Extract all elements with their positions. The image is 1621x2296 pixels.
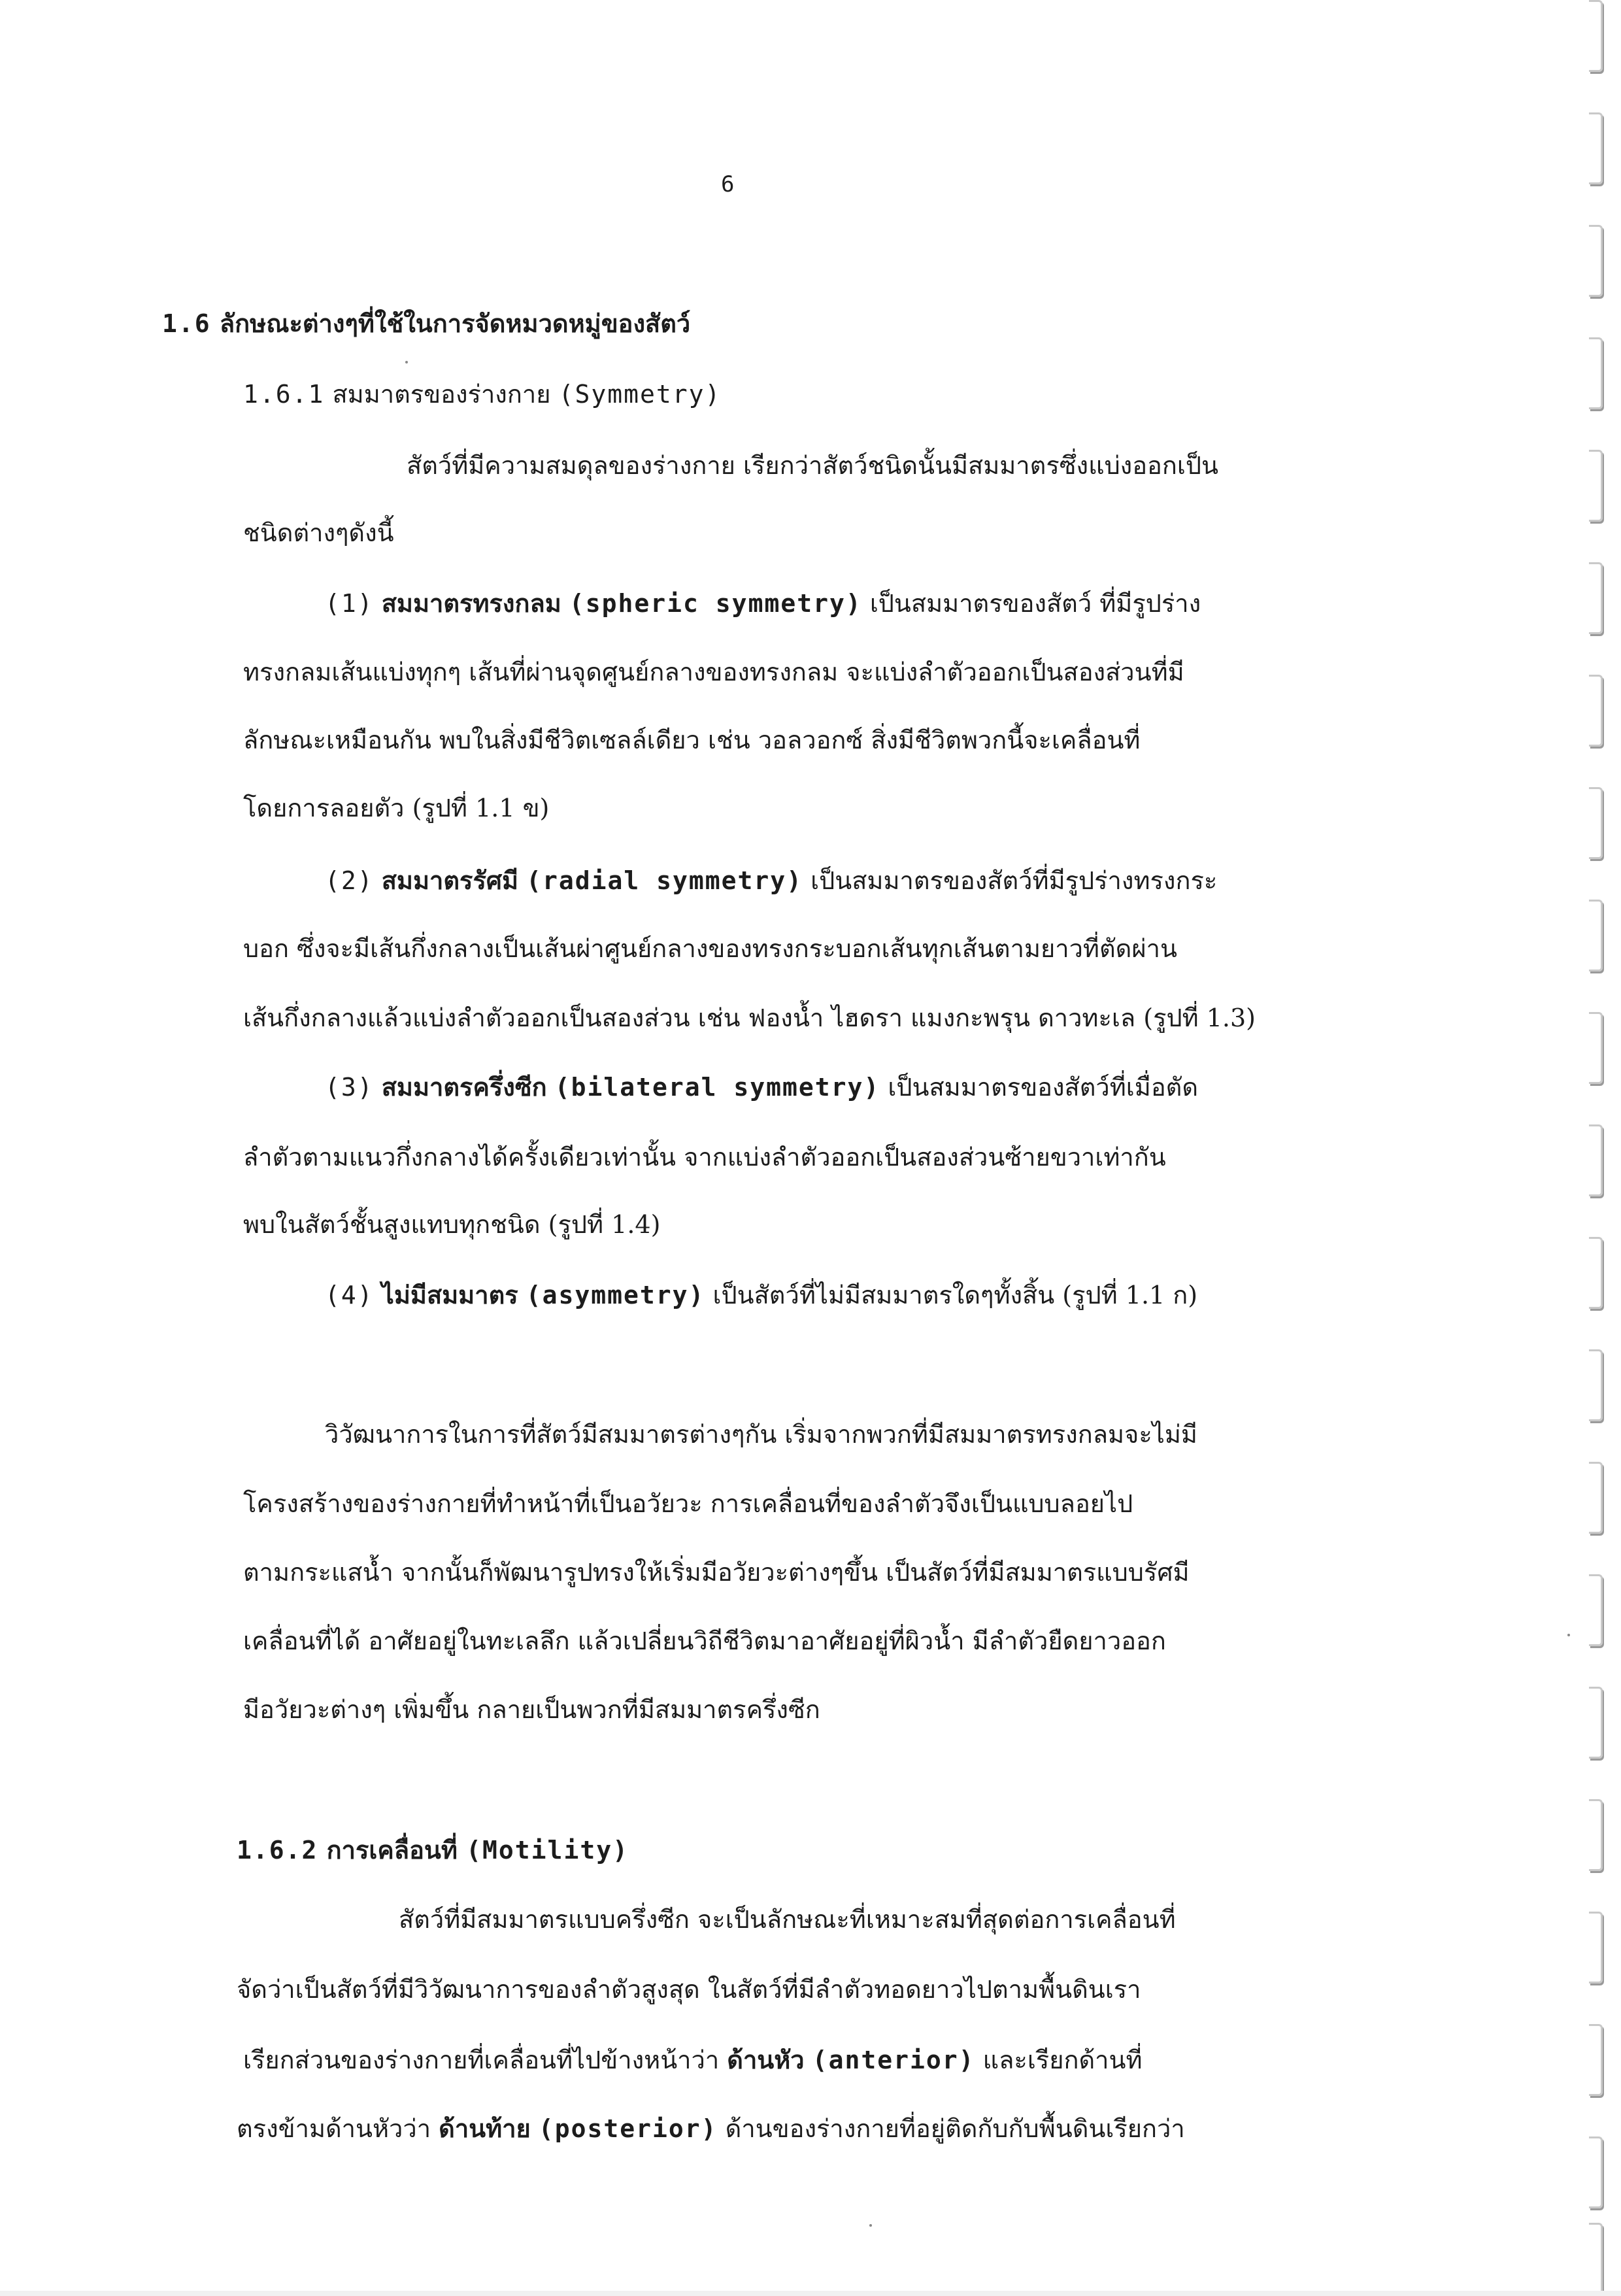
subsection-heading-1-6-1 [243, 375, 721, 414]
subsection-title: การเคลื่อนที่ [326, 1835, 458, 1865]
term-posterior-english: (posterior) [538, 2114, 718, 2143]
paragraph-line: พบในสัตว์ชั้นสูงแทบทุกชนิด (รูปที่ 1.4) [243, 1210, 661, 1239]
paragraph-line: วิวัฒนาการในการที่สัตว์มีสมมาตรต่างๆกัน เริ่มจากพวกที่มีสมมาตรทรงกลมจะไม่มี [325, 1420, 1197, 1449]
list-item-heading [325, 1068, 1198, 1107]
paragraph-line: สัตว์ที่มีความสมดุลของร่างกาย เรียกว่าสัตว์ชนิดนั้นมีสมมาตรซึ่งแบ่งออกเป็น [407, 451, 1218, 480]
binding-ring [1589, 337, 1603, 409]
paragraph-line: มีอวัยวะต่างๆ เพิ่มขึ้น กลายเป็นพวกที่มีสมมาตรครึ่งซีก [243, 1695, 820, 1724]
paragraph-line: โครงสร้างของร่างกายที่ทำหน้าที่เป็นอวัยวะ การเคลื่อนที่ของลำตัวจึงเป็นแบบลอยไป [243, 1489, 1133, 1518]
text-run: เรียกส่วนของร่างกายที่เคลื่อนที่ไปข้างหน้าว่า [243, 2046, 727, 2074]
subsection-english-title: (Motility) [466, 1836, 629, 1865]
item-english-term: (spheric symmetry) [569, 589, 862, 618]
binding-ring [1589, 1687, 1603, 1759]
paragraph-line [237, 2109, 1185, 2148]
binding-ring [1589, 2136, 1603, 2208]
binding-ring [1589, 1237, 1603, 1309]
binding-ring [1589, 787, 1603, 859]
text-run: ตรงข้ามด้านหัวว่า [237, 2114, 431, 2143]
binding-ring [1589, 675, 1603, 747]
term-anterior: ด้านหัว [727, 2045, 805, 2074]
item-english-term: (asymmetry) [526, 1281, 705, 1309]
paragraph-line: บอก ซึ่งจะมีเส้นกึ่งกลางเป็นเส้นผ่าศูนย์กลางของทรงกระบอกเส้นทุกเส้นตามยาวที่ตัดผ่าน [243, 934, 1177, 963]
section-number: 1.6 [162, 309, 211, 338]
item-number: (3) [325, 1073, 374, 1102]
item-number: (2) [325, 866, 374, 895]
paragraph-line: เคลื่อนที่ได้ อาศัยอยู่ในทะเลลึก แล้วเปลี่ยนวิถีชีวิตมาอาศัยอยู่ที่ผิวน้ำ มีลำตัวยืดยาวออก [243, 1627, 1166, 1655]
subsection-heading-1-6-2 [237, 1831, 629, 1870]
binding-ring [1589, 2223, 1603, 2295]
binding-ring [1589, 1574, 1603, 1646]
paragraph-line: ทรงกลมเส้นแบ่งทุกๆ เส้นที่ผ่านจุดศูนย์กลางของทรงกลม จะแบ่งลำตัวออกเป็นสองส่วนที่มี [243, 658, 1184, 686]
paragraph-line: ลำตัวตามแนวกึ่งกลางได้ครั้งเดียวเท่านั้น จากแบ่งลำตัวออกเป็นสองส่วนซ้ายขวาเท่ากัน [243, 1143, 1166, 1172]
binding-ring [1589, 900, 1603, 971]
text-run: และเรียกด้านที่ [982, 2046, 1143, 2074]
binding-ring [1589, 0, 1603, 72]
term-anterior-english: (anterior) [812, 2046, 975, 2074]
item-term: สมมาตรทรงกลม [381, 588, 561, 618]
subsection-number: 1.6.1 [243, 380, 325, 409]
binding-ring [1589, 562, 1603, 634]
list-item-heading [325, 1275, 1197, 1315]
binding-ring [1589, 225, 1603, 297]
paragraph-line: ชนิดต่างๆดังนี้ [243, 518, 394, 547]
paragraph-line: จัดว่าเป็นสัตว์ที่มีวิวัฒนาการของลำตัวสูงสุด ในสัตว์ที่มีลำตัวทอดยาวไปตามพื้นดินเรา [237, 1975, 1141, 2004]
binding-rings [1570, 0, 1609, 2296]
item-english-term: (radial symmetry) [526, 866, 803, 895]
item-term: ไม่มีสมมาตร [381, 1280, 518, 1309]
item-english-term: (bilateral symmetry) [554, 1073, 880, 1102]
item-text: เป็นสมมาตรของสัตว์ที่เมื่อตัด [888, 1073, 1199, 1102]
paragraph-line: เส้นกึ่งกลางแล้วแบ่งลำตัวออกเป็นสองส่วน เช่น ฟองน้ำ ไฮดรา แมงกะพรุน ดาวทะเล (รูปที่ 1.3) [243, 1004, 1256, 1032]
binding-ring [1589, 1462, 1603, 1534]
item-number: (1) [325, 589, 374, 618]
item-number: (4) [325, 1281, 374, 1309]
paragraph-line: โดยการลอยตัว (รูปที่ 1.1 ข) [243, 794, 550, 822]
term-posterior: ด้านท้าย [439, 2114, 531, 2143]
paragraph-line: สัตว์ที่มีสมมาตรแบบครึ่งซีก จะเป็นลักษณะที่เหมาะสมที่สุดต่อการเคลื่อนที่ [399, 1905, 1176, 1934]
binding-ring [1589, 1912, 1603, 1984]
paragraph-line [243, 2040, 1143, 2080]
item-text: เป็นสมมาตรของสัตว์ที่มีรูปร่างทรงกระ [811, 866, 1218, 895]
paragraph-line: ลักษณะเหมือนกัน พบในสิ่งมีชีวิตเซลล์เดียว เช่น วอลวอกซ์ สิ่งมีชีวิตพวกนี้จะเคลื่อนที่ [243, 726, 1141, 754]
list-item-heading [325, 584, 1201, 623]
section-heading-1-6 [162, 304, 690, 343]
binding-ring [1589, 1124, 1603, 1196]
binding-ring [1589, 1349, 1603, 1421]
paragraph-line: ตามกระแสน้ำ จากนั้นก็พัฒนารูปทรงให้เริ่มมีอวัยวะต่างๆขึ้น เป็นสัตว์ที่มีสมมาตรแบบรัศมี [243, 1558, 1190, 1587]
item-term: สมมาตรรัศมี [381, 866, 519, 895]
item-text: เป็นสัตว์ที่ไม่มีสมมาตรใดๆทั้งสิ้น (รูปที่ 1.1 ก) [712, 1281, 1198, 1309]
item-term: สมมาตรครึ่งซีก [381, 1072, 547, 1102]
binding-ring [1589, 450, 1603, 522]
scan-speck [405, 361, 408, 363]
subsection-number: 1.6.2 [237, 1836, 318, 1865]
binding-ring [1589, 1012, 1603, 1084]
binding-ring [1589, 1799, 1603, 1871]
scan-speck [869, 2224, 872, 2227]
bottom-edge-shadow [0, 2291, 1621, 2296]
text-run: ด้านของร่างกายที่อยู่ติดกับกับพื้นดินเรียกว่า [725, 2114, 1185, 2143]
item-text: เป็นสมมาตรของสัตว์ ที่มีรูปร่าง [869, 589, 1201, 618]
section-title: ลักษณะต่างๆที่ใช้ในการจัดหมวดหมู่ของสัตว์ [219, 309, 691, 338]
list-item-heading [325, 861, 1217, 900]
subsection-english-title: (Symmetry) [558, 380, 722, 409]
page-number: 6 [721, 171, 735, 197]
subsection-title: สมมาตรของร่างกาย [332, 380, 551, 409]
binding-ring [1589, 2024, 1603, 2096]
binding-ring [1589, 112, 1603, 184]
